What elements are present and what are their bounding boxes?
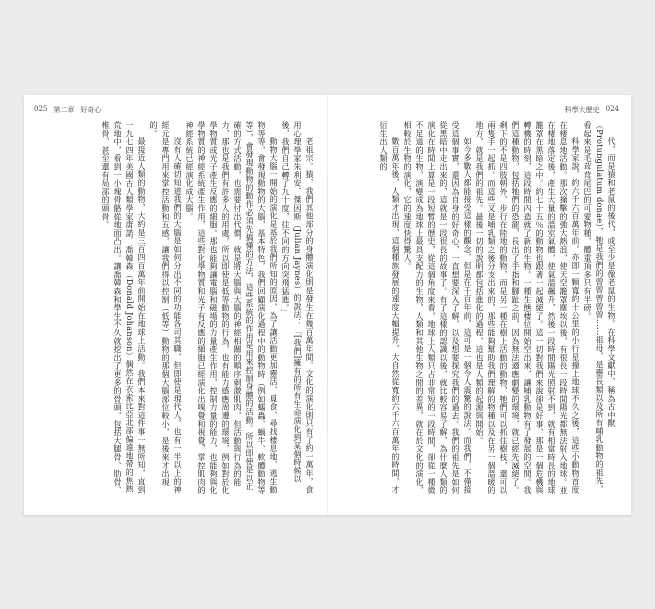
- left-running-header: [34, 105, 101, 115]
- left-body-text: [38, 121, 315, 497]
- paragraph: 數百萬年後，人類才出現，這個種族發展的速度大幅提升，大自然從寬約六千六百萬年的時間，才衍生出人類的: [379, 121, 400, 494]
- left-page-number: 025: [34, 105, 48, 113]
- paragraph: 代，而是猿和老鼠的後代，或至少是像老鼠的生物。在科學文獻中，稱為古中獸（Protungulatum donae），牠是我們的曾曾曾曾曾……祖母，是靈長類以及所有哺乳動物的祖先，看起來是毛茸茸尾巴的可愛物種，體重頂多只有半磅。: [583, 121, 616, 494]
- right-page: [328, 95, 631, 515]
- right-page-number: 024: [605, 105, 619, 113]
- chapter-number: 第二章: [53, 106, 75, 114]
- paragraph: 科學家說，約六千六百萬年前，亦即一顆寬約十公里的小行星撞上地球不久之後，這些小動物首度在棲息地活動。那次撞擊的強大熱浪，使天空籠罩塵埃以後，有很長一段時間陽光都無法射入地球。並在棲地落定後，產生大量的溫室氣體，使氣溫飆升，然後一段時間陽光照射不到，就有相當時長的地球籠罩在黑暗之中。約七十五％的動物也跟著一起滅絕了。這一切對我們來說卻是好事，那是一個危機與轉機的時刻，這段時間內造就了新的生物。一種生態棲位開始空出來，讓哺乳動物有了發展的空間。我們這種動物，包括牠們的恐龍，長出了手指和腳趾之前，因為無法適應劇變的環境，就已經先滅絕了。剩下的不是四肢朝外、步行在陸地的動物，而是另一種在樹上活動的動物，牠們可以抓住樹枝，還可以兩隻手一起抓。而這些又是哺乳類之後分支出來的，那些能夠幫助我們理解的物種以及在另一個溫暖的地方，就是我們的祖先。最後一切的說明都包括進化的過程，這也是人類的起源與開始。: [475, 121, 580, 495]
- paragraph: 如今多數人都能接受這樣的觀念，但是在千百年前，這可是一個令人震驚的說法。而我們，不僅接受這個事實，還因為自身的好奇心，一直想要深入了解，以及想要探究我們的過去。我們的祖先是如何從黑暗中走出來的，這就是一段很長的故事了。有了這樣的認識以後，就比較容易了解，為什麼人類的演化在時間上算是一段短暫的歷史，從這個角度來看，地球上人類只占非常短的一段時間，卻從一種微不足道的生物，演變成為地球上最具支配力的生物，人類和其他生物之間的差異，就在於文化的演化，相較於生物的演化，它的速度快得驚人。: [403, 121, 472, 495]
- chapter-title: 好奇心: [80, 106, 102, 114]
- right-running-header: [565, 105, 619, 115]
- right-body-text: [340, 121, 617, 497]
- paragraph: 動物大腦一開始的演化是基於我們所知的原因，為了讓活動更加靈活、覓食、尋找棲息地、逃生動物等等，會發現動物的大腦，基本特色，我們回顧演化過程中的動物時（例如蠕蟲、蝸牛、軟體動物等等），會發現動物的動作必須先搞懂的方法，這些系統的作用是用來控制身體的活動。所以即使是以正確的方式活動，也需要付出代價，就是將大腦與大腦的神經相關的順序刺激肌肉，但活動與行為的能力，那也是我們有許多人的用處，所以即使是低等動物的行為，也有能力感應周遭的環境，例如對於化學物質或光子產生反應的細胞。那也能夠讓電腦和磁場的力量產生作用，控制力量的能力，也能夠與化學物質的神經系統產生作用，這些對化學物質和光子有反應的細胞已經演化出嗅覺和視覺，掌控肌肉的神經系統已經演化成大腦。: [185, 121, 278, 495]
- paragraph: 沒有人確切知道我們的大腦是如何分出不同的功能各司其職，但即使是現代人，也有一半以上的神經元是專門用來掌控活動和五感，讓我們得以控制（低等）動物的那個大腦部位較小，是後來才出現的。: [149, 121, 182, 494]
- book-spread: [24, 95, 631, 515]
- left-page: [24, 95, 327, 515]
- paragraph: 老祖宗。猿，我們其他部分的身體演化則是發生在幾百萬年間。文化的演化則只有了約一萬年，食用心理學家朱利安．傑因斯（Julian Jaynes）的說法：「[我們]擁有的所有生命演化到某個時候以後，我們自己轉了九十度，往不同的方向突飛猛進。」: [281, 121, 314, 494]
- book-title: 科學大歷史: [564, 106, 600, 114]
- paragraph: 最接近人類的動物，大約是三百四百萬年前開始在地球上活動。我們本來對這件事一無所知，直到一九七四年美國古人類學家唐諾．喬韓森（Donald Johanson）偶然在衣索比亞北部偏遠地帶的焦熱荒地中，看到一小塊骨骼從地面凸出。讓喬韓森和學生不久就挖出了更多的骨頭，包括大腿骨、肋骨、椎骨，甚至還有局部的頭骨。: [101, 121, 146, 495]
